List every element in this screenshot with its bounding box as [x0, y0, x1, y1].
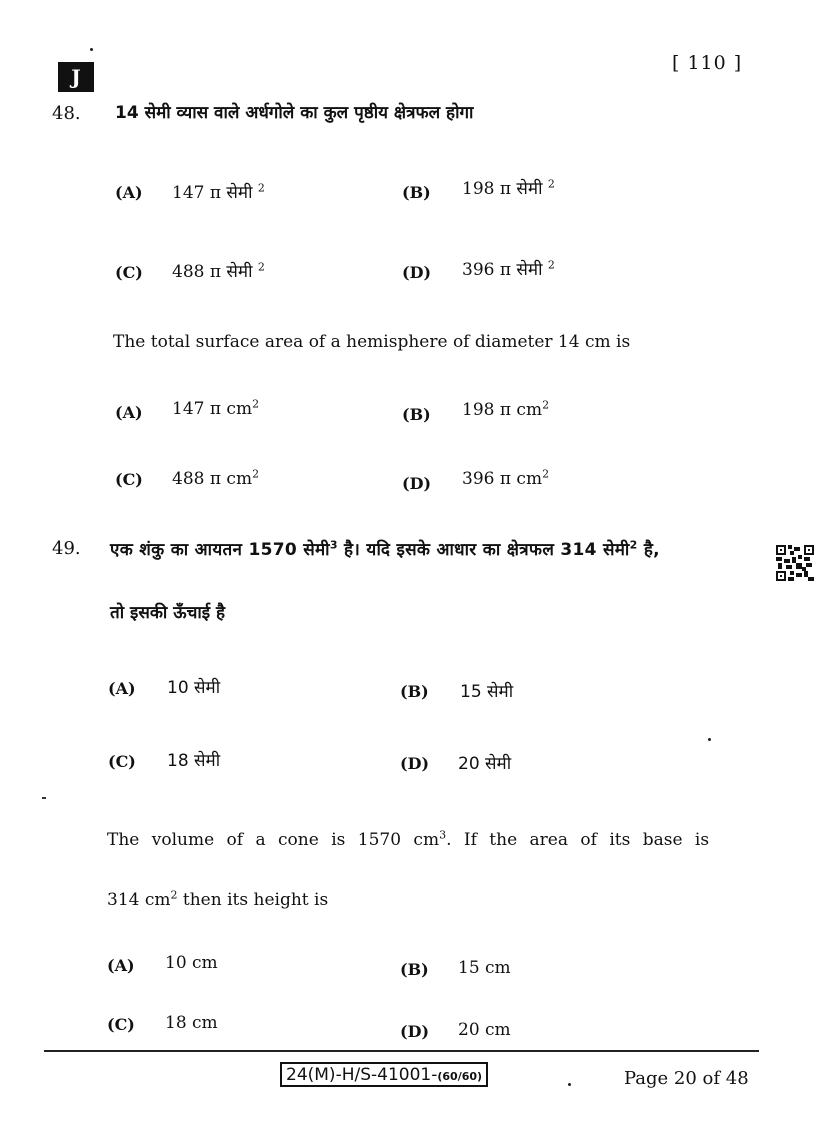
q49-english-option-a-label: (A): [107, 956, 135, 975]
question-49-english-line1: The volume of a cone is 1570 $cm^3$. If the area of its base is: [107, 828, 710, 850]
q49-english-option-c-label: (C): [107, 1015, 135, 1034]
q48-hindi-option-c-label: (C): [115, 263, 143, 282]
set-code-badge: J: [58, 62, 94, 92]
q49-hindi-option-b[interactable]: 15 सेमी: [460, 682, 514, 702]
qr-code-icon: [776, 545, 814, 581]
q49-hindi-option-d-label: (D): [400, 754, 430, 773]
q48-english-option-d-label: (D): [402, 474, 432, 493]
q48-hindi-option-b-label: (B): [402, 183, 431, 202]
q48-hindi-option-b[interactable]: 198 π सेमी $^2$: [462, 177, 555, 199]
q49-hindi-option-a-label: (A): [108, 679, 136, 698]
paper-code-box: 24(M)-H/S-41001-(60/60): [280, 1062, 488, 1087]
q49-hindi-option-b-label: (B): [400, 682, 429, 701]
q49-english-option-a[interactable]: 10 cm: [165, 953, 218, 973]
q49-hindi-option-a[interactable]: 10 सेमी: [167, 678, 221, 698]
scan-speck: [42, 797, 46, 799]
scan-speck: [568, 1083, 571, 1086]
question-number-49: 49.: [52, 538, 81, 559]
question-number-48: 48.: [52, 103, 81, 124]
question-49-english-line2: 314 $cm^2$ then its height is: [107, 888, 329, 910]
footer-divider: [44, 1050, 759, 1052]
question-49-hindi-line2: तो इसकी ऊँचाई है: [110, 603, 226, 623]
q49-hindi-option-d[interactable]: 20 सेमी: [458, 754, 512, 774]
question-48-english-text: The total surface area of a hemisphere of diameter 14 cm is: [113, 332, 631, 352]
page-label-footer: Page 20 of 48: [624, 1068, 749, 1089]
q48-english-option-a-label: (A): [115, 403, 143, 422]
question-48-hindi-text: 14 सेमी व्यास वाले अर्धगोले का कुल पृष्ठीय क्षेत्रफल होगा: [115, 103, 474, 123]
q48-hindi-option-a-label: (A): [115, 183, 143, 202]
q49-english-option-c[interactable]: 18 cm: [165, 1013, 218, 1033]
q49-english-option-d[interactable]: 20 cm: [458, 1020, 511, 1040]
q49-hindi-option-c-label: (C): [108, 752, 136, 771]
q49-hindi-option-c[interactable]: 18 सेमी: [167, 751, 221, 771]
q48-english-option-c-label: (C): [115, 470, 143, 489]
q49-english-option-b[interactable]: 15 cm: [458, 958, 511, 978]
q48-hindi-option-d-label: (D): [402, 263, 432, 282]
q48-english-option-b-label: (B): [402, 405, 431, 424]
q48-english-option-b[interactable]: 198 π $cm^2$: [462, 398, 550, 420]
q48-english-option-d[interactable]: 396 π $cm^2$: [462, 467, 550, 489]
q48-hindi-option-c[interactable]: 488 π सेमी $^2$: [172, 260, 265, 282]
q48-hindi-option-d[interactable]: 396 π सेमी $^2$: [462, 258, 555, 280]
scan-speck: [90, 48, 93, 51]
q48-english-option-a[interactable]: 147 π $cm^2$: [172, 397, 260, 419]
q49-english-option-b-label: (B): [400, 960, 429, 979]
q48-hindi-option-a[interactable]: 147 π सेमी $^2$: [172, 181, 265, 203]
scan-speck: [708, 738, 711, 741]
q49-english-option-d-label: (D): [400, 1022, 430, 1041]
question-49-hindi-line1: एक शंकु का आयतन 1570 सेमी$^3$ है। यदि इसके आधार का क्षेत्रफल 314 सेमी$^2$ है,: [110, 538, 660, 560]
page-number-header: [ 110 ]: [672, 52, 743, 74]
q48-english-option-c[interactable]: 488 π $cm^2$: [172, 467, 260, 489]
